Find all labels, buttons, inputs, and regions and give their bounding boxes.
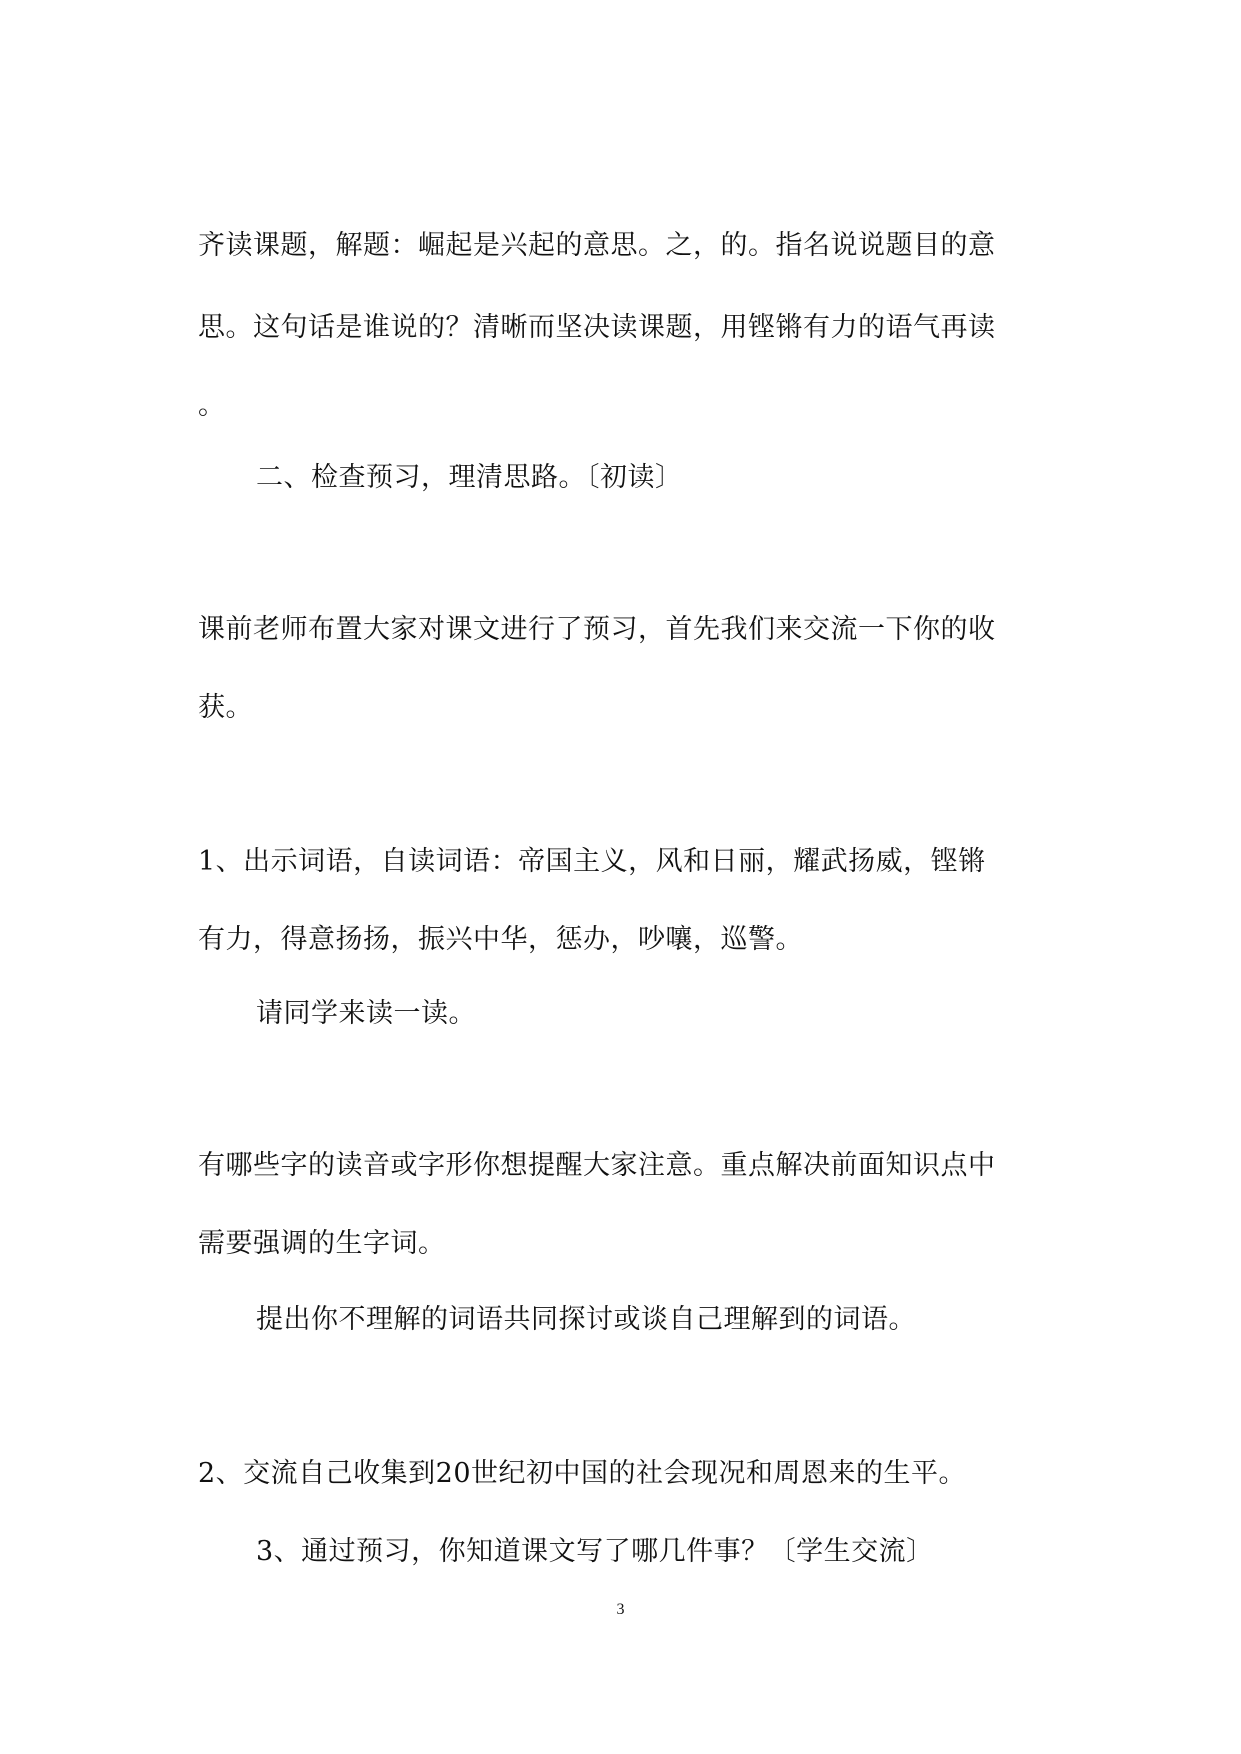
read-aloud-line: 请同学来读一读。 (256, 998, 476, 1029)
item-1-line-1: 1、出示词语，自读词语：帝国主义，风和日丽，耀武扬威，铿锵 (198, 846, 986, 877)
paragraph-line-12: 提出你不理解的词语共同探讨或谈自己理解到的词语。 (256, 1304, 916, 1335)
paragraph-line-11: 需要强调的生字词。 (198, 1228, 446, 1259)
paragraph-line-2: 思。这句话是谁说的？清晰而坚决读课题，用铿锵有力的语气再读 (198, 312, 996, 343)
section-heading-check-preview: 二、检查预习，理清思路。〔初读〕 (256, 462, 683, 493)
page-number: 3 (616, 1601, 625, 1618)
item-3-line: 3、通过预习，你知道课文写了哪几件事？〔学生交流〕 (256, 1536, 934, 1567)
paragraph-line-5: 课前老师布置大家对课文进行了预习，首先我们来交流一下你的收 (198, 614, 996, 645)
paragraph-line-1: 齐读课题，解题：崛起是兴起的意思。之，的。指名说说题目的意 (198, 230, 996, 261)
paragraph-line-6: 获。 (198, 692, 253, 723)
item-2-line: 2、交流自己收集到20世纪初中国的社会现况和周恩来的生平。 (198, 1458, 967, 1489)
paragraph-line-3: 。 (198, 390, 226, 421)
item-1-line-2: 有力，得意扬扬，振兴中华，惩办，吵嚷，巡警。 (198, 924, 803, 955)
paragraph-line-10: 有哪些字的读音或字形你想提醒大家注意。重点解决前面知识点中 (198, 1150, 996, 1181)
